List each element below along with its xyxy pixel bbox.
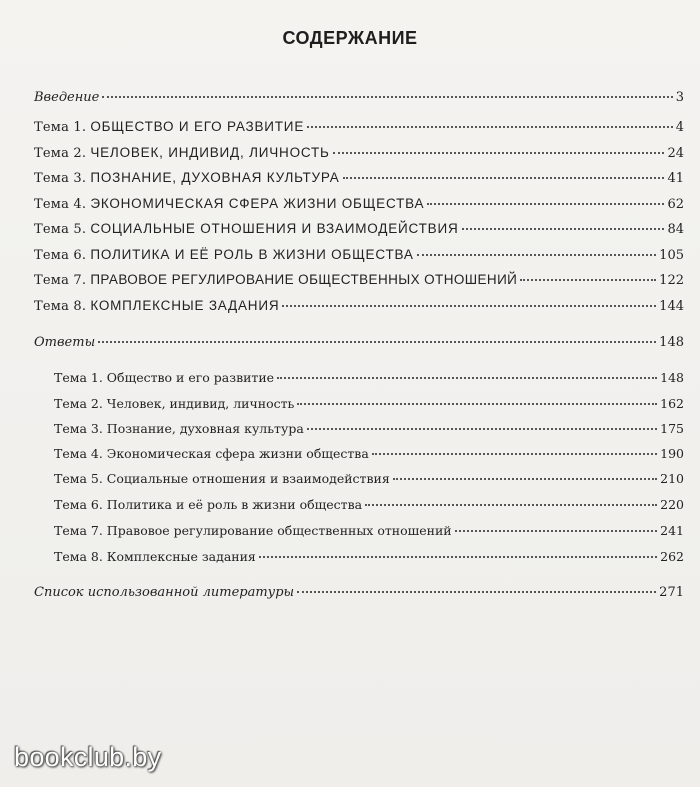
toc-topic xyxy=(34,195,684,214)
dot-leader xyxy=(455,530,658,532)
dot-leader xyxy=(277,377,657,379)
answer-item xyxy=(54,369,684,387)
toc-intro-label: Введение xyxy=(34,90,100,105)
dot-leader xyxy=(282,305,656,307)
topic-number: Тема 1. xyxy=(34,120,87,135)
answer-page: 162 xyxy=(660,396,684,411)
dot-leader xyxy=(102,96,672,98)
answer-title: Познание, духовная культура xyxy=(106,421,304,436)
topic-title: ПОЛИТИКА И ЕЁ РОЛЬ В ЖИЗНИ ОБЩЕСТВА xyxy=(90,247,414,262)
topic-number: Тема 6. xyxy=(34,248,87,263)
answer-page: 175 xyxy=(660,421,684,436)
toc-answers-label: Ответы xyxy=(34,335,96,350)
answer-number: Тема 4. xyxy=(54,446,103,461)
answer-number: Тема 6. xyxy=(54,497,103,512)
dot-leader xyxy=(393,478,657,480)
topic-number: Тема 4. xyxy=(34,197,87,212)
toc-topic xyxy=(34,169,684,188)
topic-page: 41 xyxy=(667,171,684,186)
topic-number: Тема 5. xyxy=(34,222,87,237)
answer-page: 220 xyxy=(660,497,684,512)
answer-item xyxy=(54,395,684,413)
toc-topic xyxy=(34,144,684,163)
dot-leader xyxy=(417,254,657,256)
toc-topic xyxy=(34,297,684,316)
topic-page: 144 xyxy=(659,299,684,314)
answer-title: Политика и её роль в жизни общества xyxy=(106,497,363,512)
topic-page: 4 xyxy=(675,120,684,135)
topic-number: Тема 7. xyxy=(34,273,87,288)
toc-literature-page: 271 xyxy=(659,585,684,600)
dot-leader xyxy=(343,177,665,179)
topic-page: 105 xyxy=(659,248,684,263)
toc-answers xyxy=(34,334,684,352)
topic-title: СОЦИАЛЬНЫЕ ОТНОШЕНИЯ И ВЗАИМОДЕЙСТВИЯ xyxy=(90,221,459,236)
topic-title: ЭКОНОМИЧЕСКАЯ СФЕРА ЖИЗНИ ОБЩЕСТВА xyxy=(90,196,425,211)
answer-item xyxy=(54,445,684,463)
toc-topic xyxy=(34,246,684,265)
site-watermark: bookclub.by xyxy=(14,742,162,772)
dot-leader xyxy=(307,126,673,128)
answer-page: 190 xyxy=(660,446,684,461)
answer-item xyxy=(54,548,684,566)
answer-page: 241 xyxy=(660,523,684,538)
answer-item xyxy=(54,522,684,540)
answer-title: Общество и его развитие xyxy=(106,370,275,385)
answer-number: Тема 8. xyxy=(54,549,103,564)
dot-leader xyxy=(98,341,656,343)
dot-leader xyxy=(520,279,656,281)
topic-title: ЧЕЛОВЕК, ИНДИВИД, ЛИЧНОСТЬ xyxy=(90,145,330,160)
dot-leader xyxy=(372,453,657,455)
toc-topic xyxy=(34,271,684,290)
dot-leader xyxy=(365,504,657,506)
toc-topic xyxy=(34,118,684,137)
answer-page: 210 xyxy=(660,471,684,486)
toc-intro xyxy=(34,89,684,107)
dot-leader xyxy=(333,152,665,154)
toc-answers-page: 148 xyxy=(659,335,684,350)
topic-page: 122 xyxy=(659,273,684,288)
toc-intro-page: 3 xyxy=(675,90,684,105)
topic-number: Тема 8. xyxy=(34,299,87,314)
topic-page: 62 xyxy=(667,197,684,212)
answer-item xyxy=(54,420,684,438)
answer-title: Экономическая сфера жизни общества xyxy=(106,446,369,461)
dot-leader xyxy=(307,428,657,430)
topic-title: ОБЩЕСТВО И ЕГО РАЗВИТИЕ xyxy=(90,119,305,134)
answer-number: Тема 7. xyxy=(54,523,103,538)
answer-number: Тема 1. xyxy=(54,370,103,385)
dot-leader xyxy=(259,556,657,558)
dot-leader xyxy=(462,228,665,230)
answer-page: 262 xyxy=(660,549,684,564)
answer-item xyxy=(54,470,684,488)
dot-leader xyxy=(297,403,657,405)
topic-page: 24 xyxy=(667,146,684,161)
topic-title: КОМПЛЕКСНЫЕ ЗАДАНИЯ xyxy=(90,298,280,313)
page-title: СОДЕРЖАНИЕ xyxy=(282,28,418,48)
toc-topic xyxy=(34,220,684,239)
answer-number: Тема 2. xyxy=(54,396,103,411)
answer-title: Социальные отношения и взаимодействия xyxy=(106,471,390,486)
topic-title: ПОЗНАНИЕ, ДУХОВНАЯ КУЛЬТУРА xyxy=(90,170,340,185)
dot-leader xyxy=(297,591,656,593)
answer-title: Комплексные задания xyxy=(106,549,256,564)
answer-page: 148 xyxy=(660,370,684,385)
answer-number: Тема 5. xyxy=(54,471,103,486)
toc-literature xyxy=(34,584,684,602)
toc-literature-label: Список использованной литературы xyxy=(34,585,295,600)
answer-item xyxy=(54,496,684,514)
answer-title: Правовое регулирование общественных отношений xyxy=(106,523,452,538)
answer-title: Человек, индивид, личность xyxy=(106,396,295,411)
topic-page: 84 xyxy=(667,222,684,237)
topic-number: Тема 2. xyxy=(34,146,87,161)
topic-number: Тема 3. xyxy=(34,171,87,186)
dot-leader xyxy=(427,203,664,205)
topic-title: ПРАВОВОЕ РЕГУЛИРОВАНИЕ ОБЩЕСТВЕННЫХ ОТНОШЕНИЙ xyxy=(90,272,518,287)
answer-number: Тема 3. xyxy=(54,421,103,436)
